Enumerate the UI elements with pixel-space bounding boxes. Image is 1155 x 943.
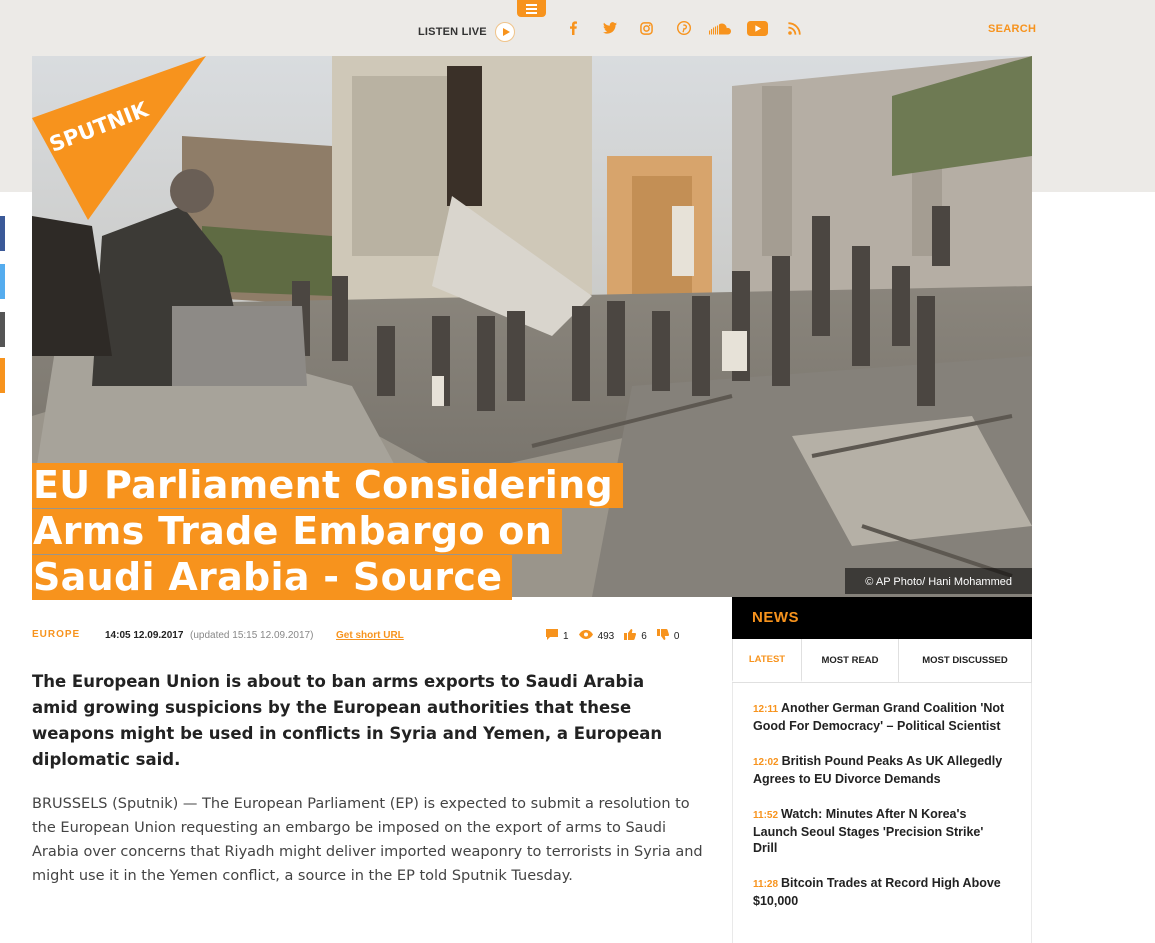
share-more[interactable] — [0, 358, 5, 393]
news-title[interactable]: Bitcoin Trades at Record High Above $10,000 — [753, 876, 1001, 908]
news-title[interactable]: Watch: Minutes After N Korea's Launch Seoul Stages 'Precision Strike' Drill — [753, 807, 984, 855]
comment-icon[interactable] — [546, 629, 558, 643]
share-facebook[interactable] — [0, 216, 5, 251]
news-tabs — [732, 639, 1032, 683]
listen-live-label: LISTEN LIVE — [418, 26, 487, 38]
updated-date: (updated 15:15 12.09.2017) — [190, 630, 314, 641]
news-title[interactable]: Another German Grand Coalition 'Not Good For Democracy' – Political Scientist — [753, 701, 1005, 733]
menu-icon[interactable] — [517, 0, 546, 17]
photo-credit: © AP Photo/ Hani Mohammed — [845, 568, 1032, 594]
news-title[interactable]: British Pound Peaks As UK Allegedly Agrees to EU Divorce Demands — [753, 754, 1003, 786]
article-stats — [546, 629, 689, 643]
play-icon[interactable] — [495, 22, 515, 42]
dislike-icon[interactable] — [657, 629, 669, 643]
likes-count: 6 — [641, 630, 647, 642]
pinterest-icon[interactable] — [665, 17, 702, 39]
article-body: BRUSSELS (Sputnik) — The European Parliament (EP) is expected to submit a resolution to the European Union requesting an embargo be imposed on the export of arms to Saudi Arabia over concerns that Riyadh might deliver imported weaponry to terrorists in Syria and might use it in the Yemen conflict, a source in the EP told Sputnik Tuesday. — [32, 796, 703, 884]
news-list — [732, 683, 1032, 943]
news-panel — [732, 597, 1032, 943]
sputnik-logo[interactable] — [32, 56, 206, 220]
article-meta — [32, 629, 692, 645]
views-icon — [579, 630, 593, 642]
tab-most-discussed[interactable]: MOST DISCUSSED — [899, 639, 1032, 682]
short-url-link[interactable]: Get short URL — [336, 630, 404, 641]
tab-most-read[interactable]: MOST READ — [802, 639, 899, 682]
news-time: 11:52 — [753, 810, 779, 821]
listen-live-button[interactable] — [418, 22, 515, 42]
views-count: 493 — [597, 630, 615, 642]
comments-count: 1 — [563, 630, 569, 642]
news-time: 12:11 — [753, 704, 779, 715]
svg-text:SPUTNIK: SPUTNIK — [46, 97, 152, 157]
youtube-icon[interactable] — [739, 17, 776, 39]
news-item[interactable] — [733, 753, 1031, 787]
share-email[interactable] — [0, 312, 5, 347]
article-lead: The European Union is about to ban arms exports to Saudi Arabia amid growing suspicions by the European authorities that these weapons might be used in conflicts in Syria and Yemen, a European diplomatic said. — [32, 672, 663, 769]
news-item[interactable] — [733, 700, 1031, 734]
rubric-link[interactable]: EUROPE — [32, 629, 81, 640]
news-heading: NEWS — [732, 597, 1032, 639]
like-icon[interactable] — [624, 629, 636, 643]
search-link[interactable]: SEARCH — [988, 23, 1037, 35]
title-line: EU Parliament Considering — [32, 463, 623, 508]
dislikes-count: 0 — [673, 630, 680, 642]
soundcloud-icon[interactable] — [702, 17, 739, 39]
instagram-icon[interactable] — [628, 17, 665, 39]
publish-date: 14:05 12.09.2017 — [105, 630, 184, 641]
news-time: 11:28 — [753, 879, 779, 890]
facebook-icon[interactable] — [554, 17, 591, 39]
news-time: 12:02 — [753, 757, 779, 768]
article-title — [32, 463, 672, 601]
title-line: Saudi Arabia - Source — [32, 555, 512, 600]
news-item[interactable] — [733, 806, 1031, 856]
tab-latest[interactable]: LATEST — [732, 639, 802, 682]
share-twitter[interactable] — [0, 264, 5, 299]
twitter-icon[interactable] — [591, 17, 628, 39]
social-links — [554, 17, 813, 39]
rss-icon[interactable] — [776, 17, 813, 39]
title-line: Arms Trade Embargo on — [32, 509, 562, 554]
news-item[interactable] — [733, 875, 1031, 909]
